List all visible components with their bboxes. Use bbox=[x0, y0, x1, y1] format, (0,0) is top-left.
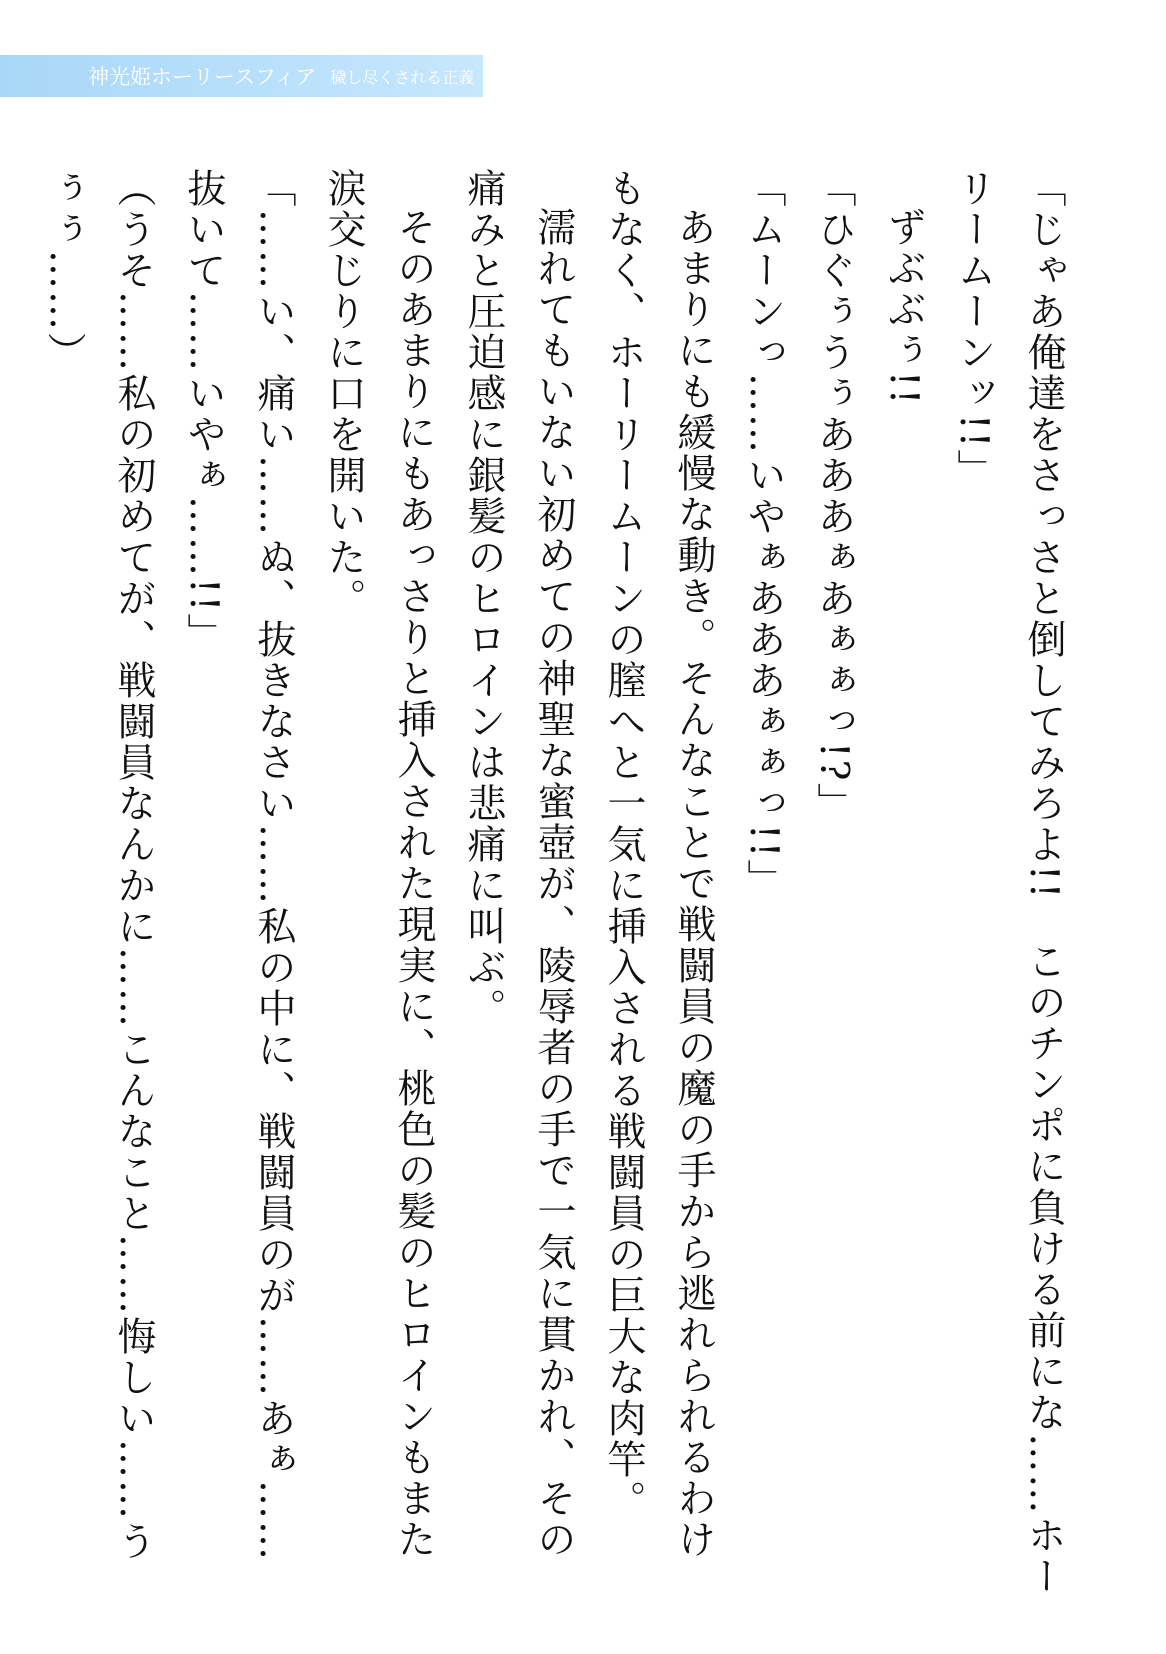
book-title: 神光姫ホーリースフィア bbox=[88, 65, 317, 89]
book-subtitle: 穢し尽くされる正義 bbox=[330, 67, 475, 87]
header-band bbox=[0, 55, 483, 97]
paragraph: 「じゃあ俺達をさっさと倒してみろよ!! このチンポに負ける前にな……ホーリームーンッ!!」 bbox=[951, 168, 1066, 1598]
paragraph: そのあまりにもあっさりと挿入された現実に、桃色の髪のヒロインもまた涙交じりに口を開いた。 bbox=[321, 168, 436, 1560]
paragraph: （うそ……私の初めてが、戦闘員なんかに……こんなこと……悔しい……うぅぅ……） bbox=[41, 168, 156, 1562]
paragraph: 濡れてもいない初めての神聖な蜜壺が、陵辱者の手で一気に貫かれ、その痛みと圧迫感に銀髪のヒロインは悲痛に叫ぶ。 bbox=[461, 168, 576, 1560]
paragraph: 「ひぐぅうぅあああぁあぁぁっ!?」 bbox=[811, 168, 856, 824]
paragraph: 「……い、痛い……ぬ、抜きなさい……私の中に、戦闘員のが……あぁ……抜いて……いやぁ……!!」 bbox=[181, 168, 296, 1562]
paragraph: 「ムーンっ……いやぁあああぁぁっ!!」 bbox=[741, 168, 786, 901]
paragraph: あまりにも緩慢な動き。そんなことで戦闘員の魔の手から逃れられるわけもなく、ホーリームーンの膣へと一気に挿入される戦闘員の巨大な肉竿。 bbox=[601, 168, 716, 1560]
paragraph: ずぶぶぅ!! bbox=[881, 207, 926, 407]
body-text bbox=[28, 168, 1078, 1598]
